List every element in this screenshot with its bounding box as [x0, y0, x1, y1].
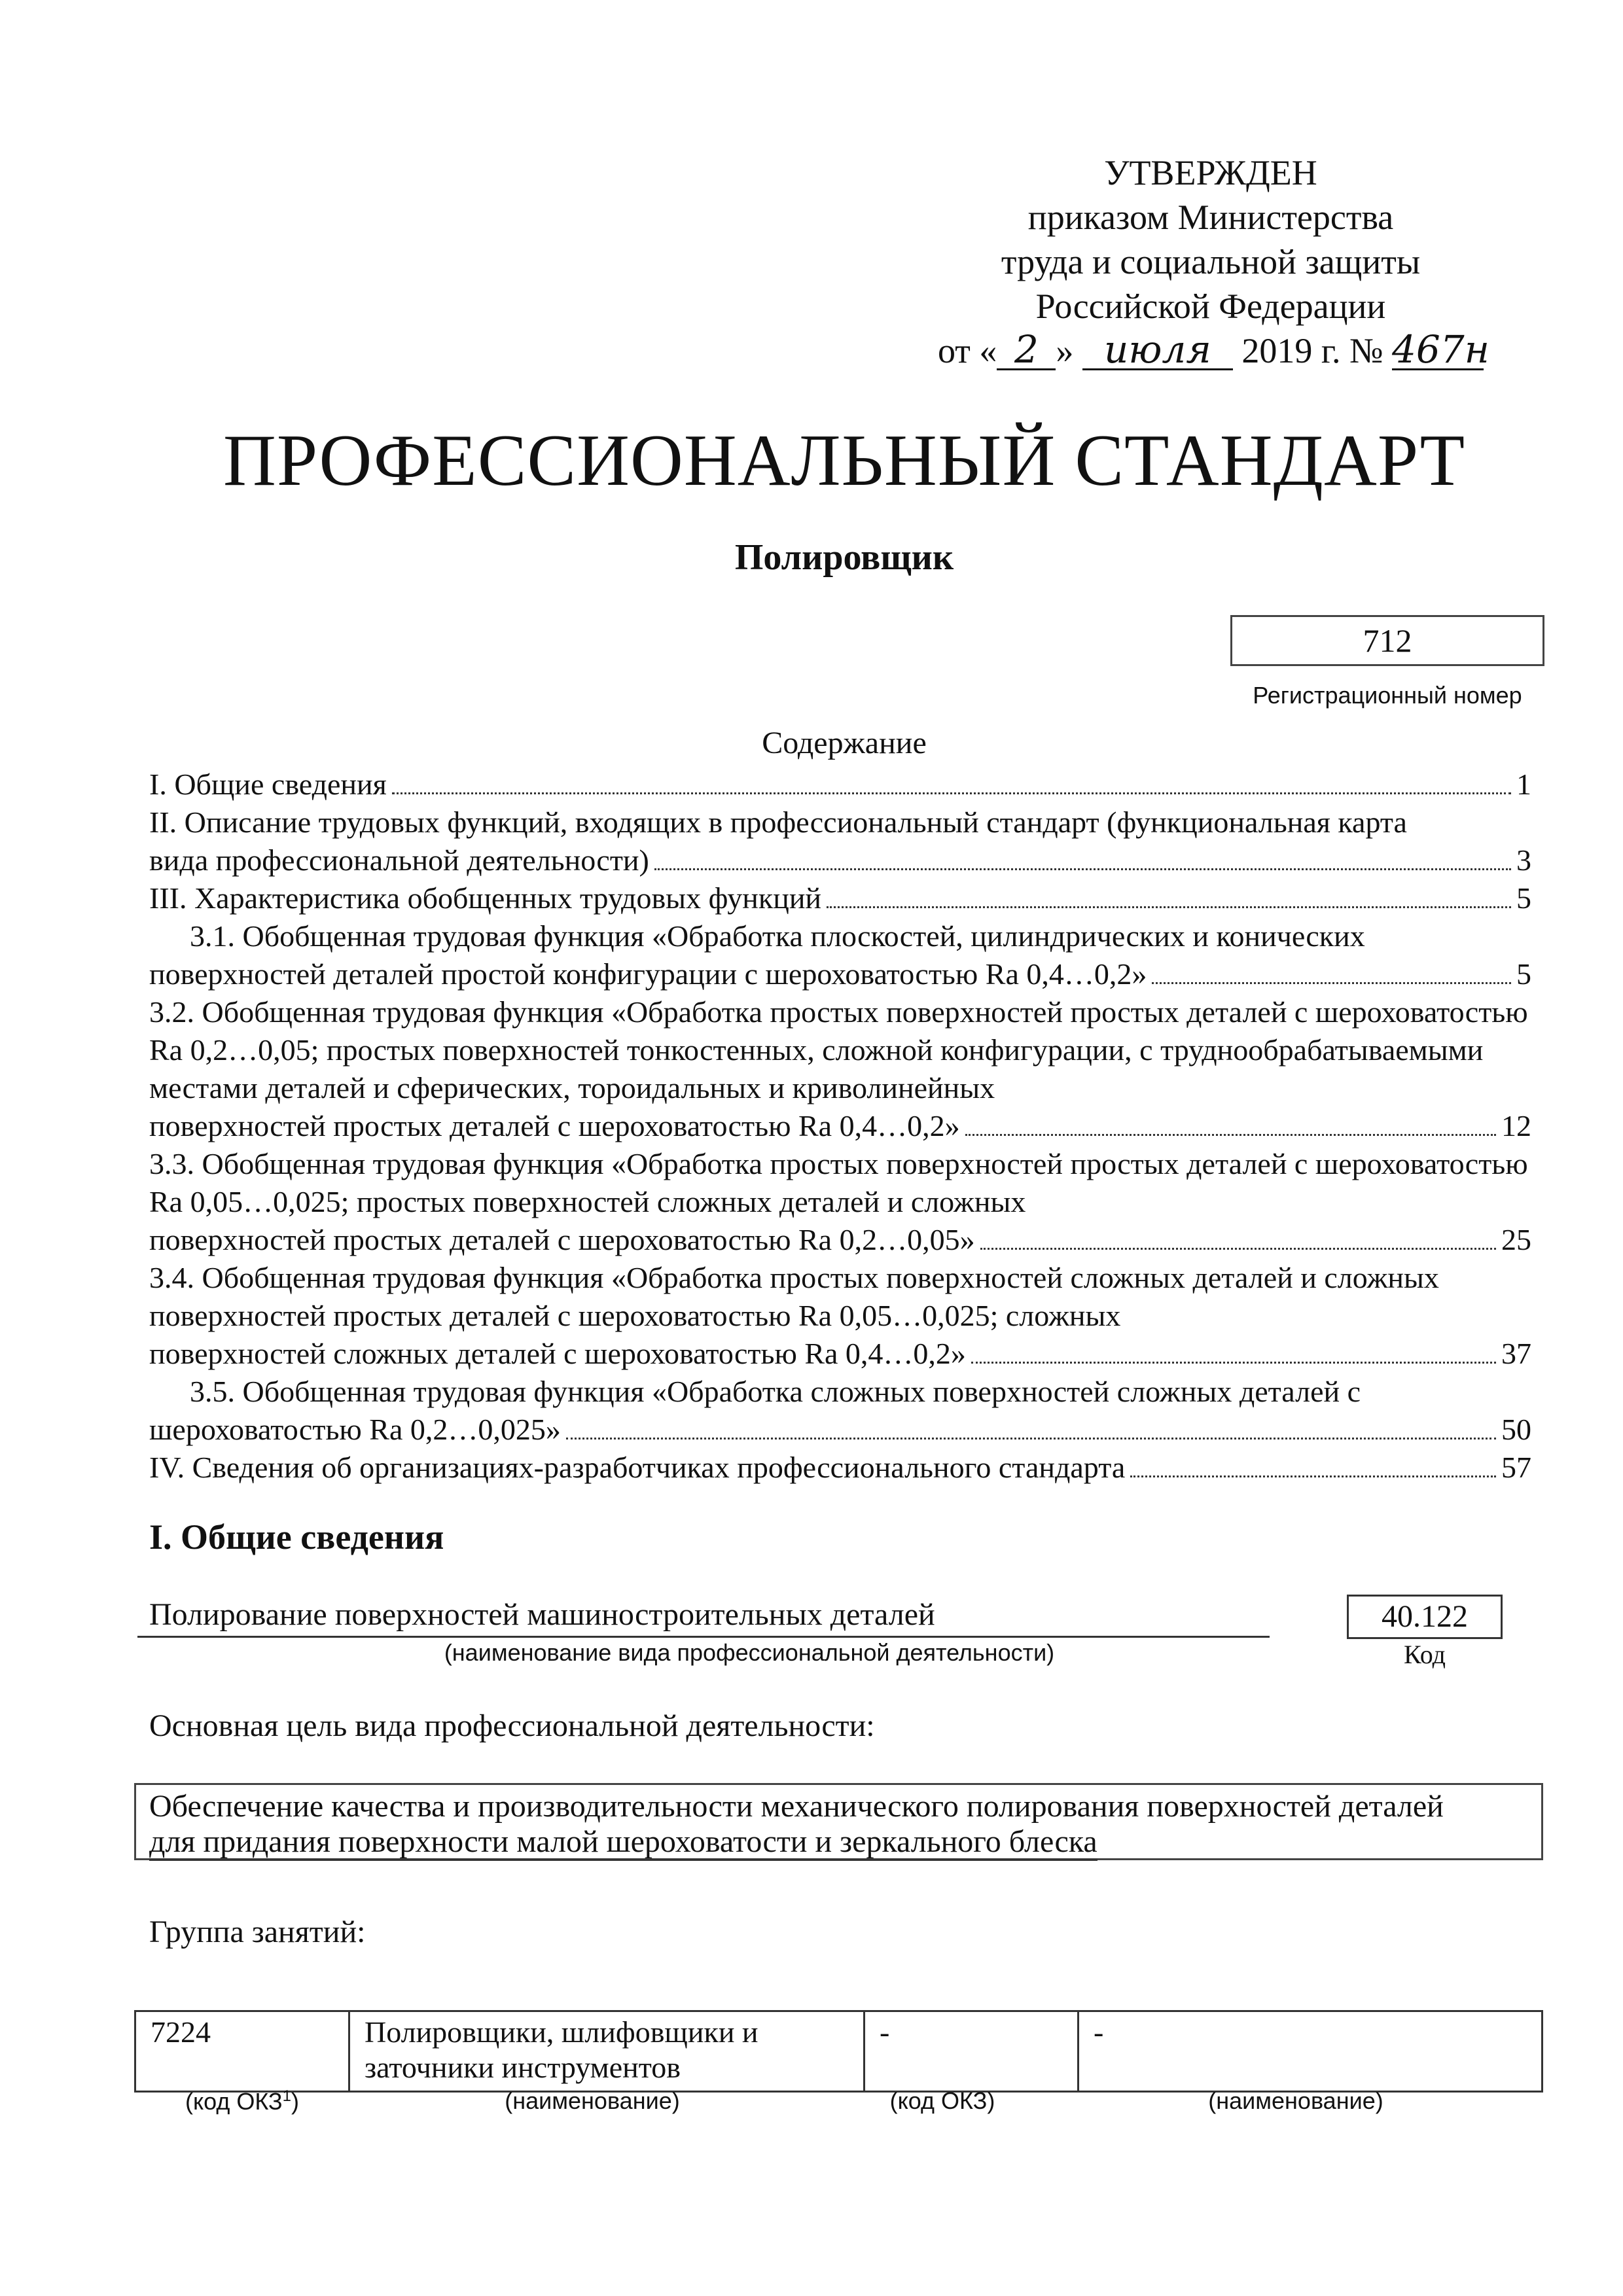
activity-caption: (наименование вида профессиональной деятельности)	[444, 1639, 1055, 1666]
date-year: 2019 г. №	[1241, 331, 1383, 370]
toc-entry[interactable]: 3.2. Обобщенная трудовая функция «Обработка простых поверхностей простых деталей с шероховатостью Ra 0,2…0,05; простых поверхностей тонкостенных, сложной конфигурации, с труднообрабатываемыми местами деталей и сферических, тороидальных и криволинейных поверхностей простых деталей с шероховатостью Ra 0,4…0,2» 12	[149, 995, 1531, 1142]
approval-date-line	[851, 328, 1571, 373]
okz-code-1: 7224	[135, 2011, 349, 2092]
okz-name-1: Полировщики, шлифовщики и заточники инструментов	[349, 2011, 865, 2092]
toc-entry[interactable]: I. Общие сведения 1	[149, 768, 1531, 801]
purpose-line-1: Обеспечение качества и производительности механического полирования поверхностей деталей	[149, 1789, 1444, 1824]
table-row	[135, 2011, 1543, 2092]
approval-line-federation: Российской Федерации	[1035, 287, 1386, 326]
purpose-line-2: для придания поверхности малой шероховатости и зеркального блеска	[149, 1824, 1097, 1861]
toc-entry[interactable]: 3.3. Обобщенная трудовая функция «Обработка простых поверхностей простых деталей с шероховатостью Ra 0,05…0,025; простых поверхностей сложных деталей и сложных поверхностей простых деталей с шероховатостью Ra 0,2…0,05» 25	[149, 1147, 1531, 1256]
okz-code-2: -	[865, 2011, 1079, 2092]
toc-entry[interactable]: III. Характеристика обобщенных трудовых функций 5	[149, 881, 1531, 915]
toc-entry[interactable]: IV. Сведения об организациях-разработчиках профессионального стандарта 57	[149, 1451, 1531, 1484]
document-subtitle: Полировщик	[734, 537, 954, 578]
date-month-handwritten: июля	[1082, 330, 1233, 370]
date-mid: »	[1056, 331, 1074, 370]
toc-entry[interactable]: 3.4. Обобщенная трудовая функция «Обработка простых поверхностей сложных деталей и сложных поверхностей простых деталей с шероховатостью Ra 0,05…0,025; сложных поверхностей сложных деталей с шероховатостью Ra 0,4…0,2» 37	[149, 1261, 1531, 1370]
date-prefix: от «	[938, 331, 997, 370]
approval-title: УТВЕРЖДЕН	[1104, 153, 1317, 192]
okz-caption-name-2: (наименование)	[1208, 2087, 1383, 2114]
approval-block	[851, 150, 1571, 373]
purpose-box	[134, 1783, 1543, 1860]
okz-caption-name-1: (наименование)	[505, 2087, 680, 2114]
order-number-handwritten: 467н	[1391, 327, 1489, 372]
okz-captions	[134, 2087, 1543, 2115]
approval-line-ministry: приказом Министерства	[1027, 198, 1394, 237]
approval-line-labor: труда и социальной защиты	[1001, 242, 1421, 281]
document-title: ПРОФЕССИОНАЛЬНЫЙ СТАНДАРТ	[223, 420, 1465, 501]
okz-caption-code-2: (код ОКЗ)	[889, 2087, 995, 2114]
registration-number-caption: Регистрационный номер	[1253, 682, 1522, 709]
toc-heading: Содержание	[762, 726, 927, 760]
okz-table	[134, 2010, 1543, 2093]
okz-name-2: -	[1079, 2011, 1543, 2092]
activity-name: Полирование поверхностей машиностроительных деталей	[149, 1597, 935, 1632]
registration-number-box: 712	[1230, 615, 1544, 666]
activity-underline	[137, 1636, 1270, 1638]
purpose-label: Основная цель вида профессиональной деятельности:	[149, 1708, 875, 1743]
activity-code-caption: Код	[1404, 1640, 1446, 1669]
toc-entry[interactable]: 3.1. Обобщенная трудовая функция «Обработка плоскостей, цилиндрических и конических поверхностей деталей простой конфигурации с шероховатостью Ra 0,4…0,2» 5	[149, 919, 1531, 991]
okz-caption-code-1: (код ОКЗ$^1$)	[185, 2087, 300, 2115]
toc-entry[interactable]: II. Описание трудовых функций, входящих в профессиональный стандарт (функциональная карта вида профессиональной деятельности) 3	[149, 805, 1531, 877]
group-label: Группа занятий:	[149, 1915, 366, 1949]
activity-code-box: 40.122	[1347, 1595, 1503, 1639]
section-heading-general: I. Общие сведения	[149, 1517, 444, 1557]
toc-entry[interactable]: 3.5. Обобщенная трудовая функция «Обработка сложных поверхностей сложных деталей с шероховатостью Ra 0,2…0,025» 50	[149, 1375, 1531, 1446]
table-of-contents	[149, 766, 1531, 1487]
date-day-handwritten: 2	[997, 330, 1056, 370]
